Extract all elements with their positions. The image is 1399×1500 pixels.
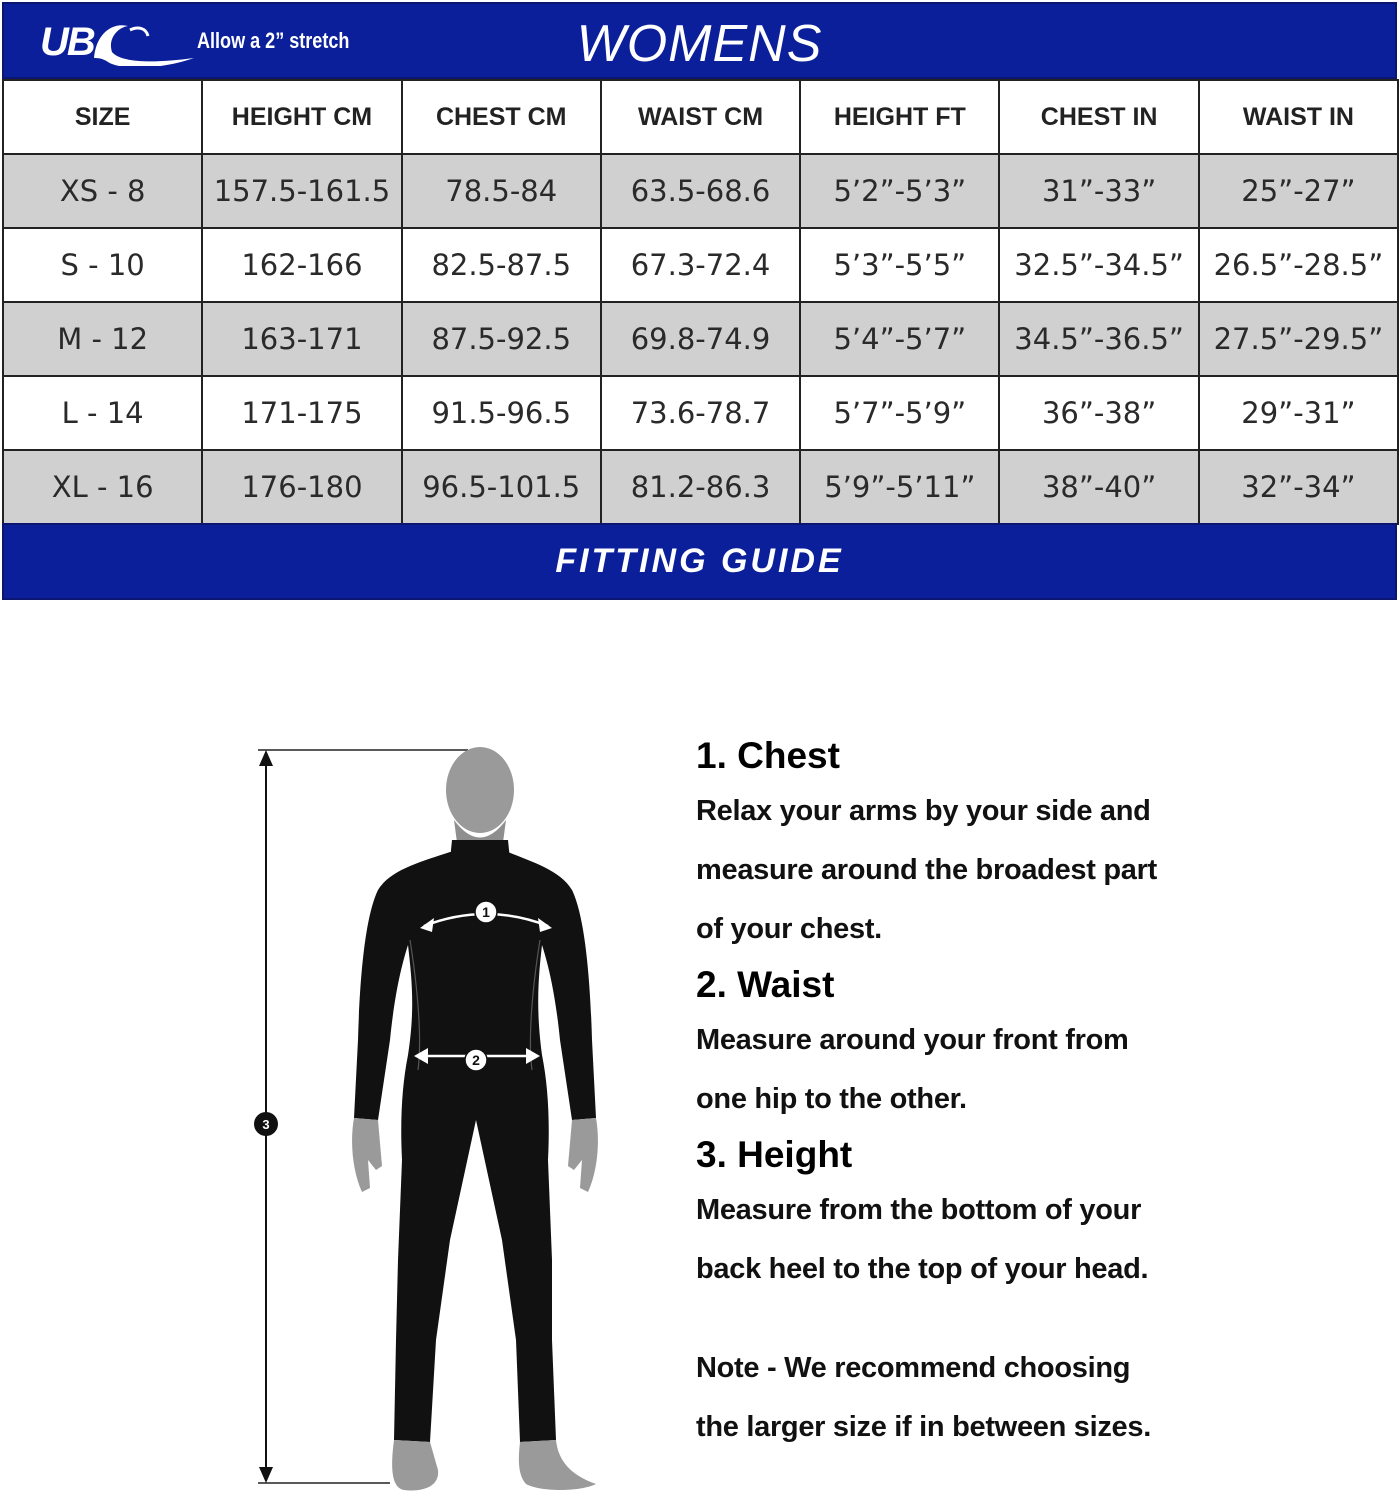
fitting-instructions [696,730,1376,1457]
note-line: Note - We recommend choosing [696,1352,1131,1384]
cell-chest-in: 32.5”-34.5” [999,228,1198,302]
table-row [3,302,1398,376]
fitting-guide-title: FITTING GUIDE [555,542,844,580]
cell-waist-in: 25”-27” [1199,154,1398,228]
waist-heading: 2. Waist [696,964,835,1005]
cell-height-ft: 5’3”-5’5” [800,228,999,302]
cell-chest-cm: 96.5-101.5 [402,450,601,524]
stretch-note: Allow a 2” stretch [197,28,350,53]
wetsuit-figure-illustration [240,740,620,1500]
cell-height-cm: 162-166 [202,228,401,302]
table-row [3,376,1398,450]
height-heading: 3. Height [696,1134,853,1175]
table-row [3,450,1398,524]
marker-height: 3 [262,1117,270,1132]
cell-waist-cm: 81.2-86.3 [601,450,800,524]
spacer [696,1299,1376,1339]
waist-line: one hip to the other. [696,1083,967,1115]
cell-chest-in: 34.5”-36.5” [999,302,1198,376]
header-chest-cm: CHEST CM [402,80,601,154]
height-line: back heel to the top of your head. [696,1253,1149,1285]
cell-size: L - 14 [3,376,202,450]
page-title: WOMENS [576,15,823,73]
cell-height-ft: 5’7”-5’9” [800,376,999,450]
cell-height-ft: 5’4”-5’7” [800,302,999,376]
cell-waist-cm: 63.5-68.6 [601,154,800,228]
size-chart-table [2,79,1399,525]
height-line: Measure from the bottom of your [696,1194,1142,1226]
cell-size: M - 12 [3,302,202,376]
cell-chest-cm: 87.5-92.5 [402,302,601,376]
chest-line: Relax your arms by your side and [696,795,1151,827]
table-row [3,154,1398,228]
marker-chest: 1 [482,904,490,920]
table-row [3,228,1398,302]
cell-waist-cm: 69.8-74.9 [601,302,800,376]
cell-chest-in: 31”-33” [999,154,1198,228]
note-line: the larger size if in between sizes. [696,1411,1151,1443]
cell-height-ft: 5’9”-5’11” [800,450,999,524]
logo-text: UB [40,19,94,64]
cell-size: S - 10 [3,228,202,302]
chest-line: of your chest. [696,913,882,945]
cell-chest-in: 38”-40” [999,450,1198,524]
cell-waist-in: 27.5”-29.5” [1199,302,1398,376]
header-size: SIZE [3,80,202,154]
cell-waist-cm: 73.6-78.7 [601,376,800,450]
fitting-guide-banner [2,523,1397,600]
cell-size: XS - 8 [3,154,202,228]
cell-height-cm: 163-171 [202,302,401,376]
cell-waist-in: 29”-31” [1199,376,1398,450]
cell-size: XL - 16 [3,450,202,524]
marker-waist: 2 [472,1052,480,1068]
cell-chest-cm: 78.5-84 [402,154,601,228]
header-chest-in: CHEST IN [999,80,1198,154]
chest-line: measure around the broadest part [696,854,1157,886]
header-waist-in: WAIST IN [1199,80,1398,154]
header-bar [2,2,1397,79]
header-height-ft: HEIGHT FT [800,80,999,154]
header-waist-cm: WAIST CM [601,80,800,154]
cell-chest-cm: 91.5-96.5 [402,376,601,450]
cell-height-ft: 5’2”-5’3” [800,154,999,228]
waist-line: Measure around your front from [696,1024,1129,1056]
table-header-row [3,80,1398,154]
cell-waist-cm: 67.3-72.4 [601,228,800,302]
chest-heading: 1. Chest [696,735,840,776]
cell-height-cm: 157.5-161.5 [202,154,401,228]
cell-waist-in: 26.5”-28.5” [1199,228,1398,302]
cell-chest-in: 36”-38” [999,376,1198,450]
header-height-cm: HEIGHT CM [202,80,401,154]
cell-height-cm: 171-175 [202,376,401,450]
cell-chest-cm: 82.5-87.5 [402,228,601,302]
cell-height-cm: 176-180 [202,450,401,524]
cell-waist-in: 32”-34” [1199,450,1398,524]
